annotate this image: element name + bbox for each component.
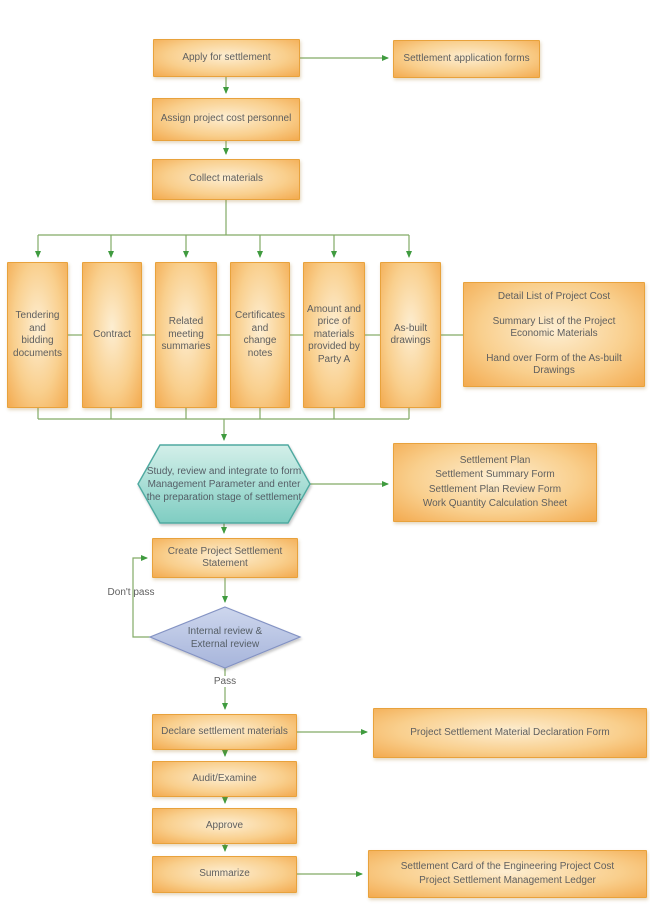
node-as-built-drawings bbox=[380, 262, 441, 408]
node-label: Summarize bbox=[199, 868, 250, 880]
doc-line: Work Quantity Calculation Sheet bbox=[422, 498, 568, 509]
node-declare-settlement-materials bbox=[152, 714, 297, 750]
node-certificates-change-notes bbox=[230, 262, 290, 408]
node-apply-for-settlement bbox=[153, 39, 300, 77]
node-create-settlement-statement bbox=[152, 538, 298, 578]
node-label: Assign project cost personnel bbox=[160, 113, 292, 125]
doc-line: Project Settlement Management Ledger bbox=[419, 875, 596, 886]
node-audit-examine bbox=[152, 761, 297, 797]
node-label: Declare settlement materials bbox=[161, 725, 288, 737]
node-assign-project-cost-personnel bbox=[152, 98, 300, 141]
node-detail-docs bbox=[463, 282, 645, 387]
node-party-a-materials bbox=[303, 262, 365, 408]
node-label: Tendering and bidding documents bbox=[13, 310, 62, 359]
doc-line: Settlement Plan Review Form bbox=[428, 483, 562, 495]
doc-line: Summary List of the Project Economic Materials bbox=[492, 315, 616, 340]
doc-line: Detail List of Project Cost bbox=[497, 291, 611, 303]
edge-label-pass: Pass bbox=[203, 676, 247, 687]
node-label: Apply for settlement bbox=[182, 51, 271, 63]
node-related-meeting-summaries bbox=[155, 262, 217, 408]
doc-line: Settlement Plan bbox=[459, 454, 531, 466]
node-label: As-built drawings bbox=[390, 322, 431, 346]
node-label: Related meeting summaries bbox=[161, 316, 211, 353]
node-label: Audit/Examine bbox=[192, 772, 257, 784]
node-internal-external-review bbox=[155, 607, 295, 668]
doc-line: Settlement Card of the Engineering Project Cost bbox=[400, 860, 615, 872]
node-study-review-integrate bbox=[140, 445, 308, 523]
node-label: Collect materials bbox=[189, 173, 263, 185]
node-summary-docs bbox=[368, 850, 647, 898]
node-contract bbox=[82, 262, 142, 408]
node-label: Project Settlement Material Declaration Form bbox=[410, 726, 610, 738]
node-summarize bbox=[152, 856, 297, 893]
doc-line: Settlement Summary Form bbox=[435, 469, 555, 480]
edge-label-dont-pass: Don't pass bbox=[107, 587, 155, 598]
node-label: Internal review & External review bbox=[187, 625, 263, 650]
node-label: Certificates and change notes bbox=[235, 310, 286, 359]
node-declaration-form bbox=[373, 708, 647, 758]
doc-line: Hand over Form of the As-built Drawings bbox=[486, 352, 622, 377]
node-plan-docs bbox=[393, 443, 597, 522]
node-approve bbox=[152, 808, 297, 844]
node-settlement-application-forms bbox=[393, 40, 540, 78]
node-tendering-bidding-documents bbox=[7, 262, 68, 408]
node-label: Contract bbox=[93, 328, 131, 340]
node-label: Amount and price of materials provided by Party A bbox=[307, 303, 361, 365]
node-collect-materials bbox=[152, 159, 300, 200]
node-label: Create Project Settlement Statement bbox=[167, 545, 283, 569]
node-label: Settlement application forms bbox=[403, 52, 530, 64]
node-label: Study, review and integrate to form Management Parameter and enter the preparation stage of settlement bbox=[146, 465, 302, 503]
node-label: Approve bbox=[205, 819, 244, 831]
